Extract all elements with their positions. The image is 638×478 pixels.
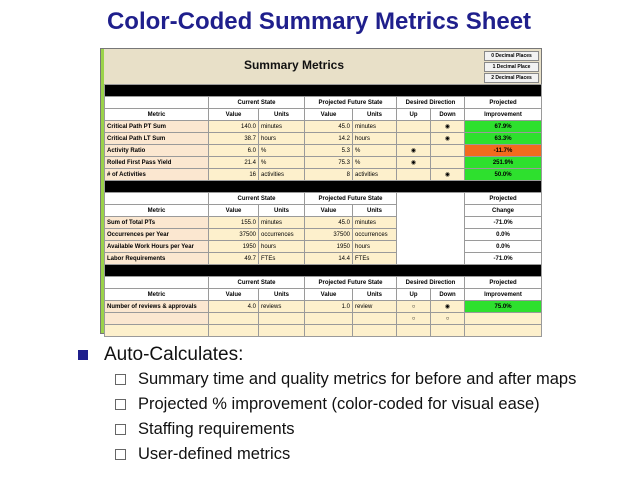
down-radio-button[interactable]: ◉ (431, 121, 465, 133)
down-radio-button[interactable]: ◉ (431, 133, 465, 145)
current-state-header: Current State (209, 277, 305, 289)
empty-cell[interactable] (431, 325, 465, 337)
improvement-cell (465, 313, 542, 325)
down-radio-button[interactable] (431, 157, 465, 169)
slide-title: Color-Coded Summary Metrics Sheet (106, 8, 532, 35)
current-value-header: Value (209, 289, 259, 301)
current-value-cell[interactable]: 16 (209, 169, 259, 181)
column-header-row (105, 109, 542, 121)
two-decimal-button[interactable]: 2 Decimal Places (484, 73, 539, 83)
sub-bullet-text: User-defined metrics (138, 445, 291, 463)
current-units-header: Units (259, 205, 305, 217)
future-value-header: Value (305, 109, 353, 121)
empty-cell[interactable] (353, 325, 397, 337)
hollow-square-bullet-icon (115, 374, 126, 385)
current-units-cell[interactable]: reviews (259, 301, 305, 313)
current-units-cell[interactable]: % (259, 157, 305, 169)
sub-bullet (115, 417, 618, 442)
current-value-header: Value (209, 109, 259, 121)
change-cell: -71.0% (465, 217, 542, 229)
down-header: Down (431, 289, 465, 301)
improvement-cell: 251.9% (465, 157, 542, 169)
future-units-header: Units (353, 289, 397, 301)
desired-direction-header: Desired Direction (397, 97, 465, 109)
metric-name-cell: Labor Requirements (105, 253, 209, 265)
metric-header-spacer (105, 193, 209, 205)
down-header: Down (431, 109, 465, 121)
up-radio-button[interactable]: ○ (397, 313, 431, 325)
down-radio-button[interactable]: ○ (431, 313, 465, 325)
change-cell: -71.0% (465, 253, 542, 265)
up-radio-button[interactable]: ◉ (397, 145, 431, 157)
sub-bullet-text: Staffing requirements (138, 420, 295, 438)
future-value-header: Value (305, 289, 353, 301)
current-units-cell[interactable]: occurrences (259, 229, 305, 241)
one-decimal-button[interactable]: 1 Decimal Place (484, 62, 539, 72)
metric-name-cell: Available Work Hours per Year (105, 241, 209, 253)
bullet-list (78, 343, 618, 467)
sheet-title: Summary Metrics (243, 58, 345, 72)
summary-metrics-sheet (100, 48, 542, 334)
table-row (105, 157, 542, 169)
improvement-cell: 63.3% (465, 133, 542, 145)
improvement-cell: -11.7% (465, 145, 542, 157)
current-value-cell[interactable]: 6.0 (209, 145, 259, 157)
empty-cell[interactable] (465, 325, 542, 337)
metric-name-cell: Occurrences per Year (105, 229, 209, 241)
column-group-header-row (105, 193, 542, 205)
table-row (105, 241, 542, 253)
future-units-cell[interactable]: review (353, 301, 397, 313)
future-units-cell[interactable]: % (353, 145, 397, 157)
future-state-header: Projected Future State (305, 97, 397, 109)
current-value-cell[interactable] (209, 313, 259, 325)
future-value-cell[interactable]: 45.0 (305, 121, 353, 133)
table-row (105, 121, 542, 133)
current-units-cell[interactable]: FTEs (259, 253, 305, 265)
up-header: Up (397, 289, 431, 301)
metric-name-cell: Number of reviews & approvals (105, 301, 209, 313)
future-value-cell[interactable]: 1.0 (305, 301, 353, 313)
main-bullet-text: Auto-Calculates: (104, 344, 244, 365)
future-units-cell[interactable]: occurrences (353, 229, 397, 241)
current-units-cell[interactable]: minutes (259, 121, 305, 133)
up-radio-button[interactable] (397, 169, 431, 181)
current-value-cell[interactable]: 155.0 (209, 217, 259, 229)
change-cell: 0.0% (465, 229, 542, 241)
main-bullet (78, 343, 618, 367)
metric-header: Metric (105, 205, 209, 217)
empty-cell[interactable] (209, 325, 259, 337)
sub-bullet (115, 392, 618, 417)
current-units-cell[interactable]: hours (259, 133, 305, 145)
metric-name-cell: Activity Ratio (105, 145, 209, 157)
metric-header-spacer (105, 97, 209, 109)
future-value-cell[interactable]: 14.2 (305, 133, 353, 145)
future-value-cell[interactable]: 1950 (305, 241, 353, 253)
metrics-table-body (105, 85, 542, 337)
user-defined-section-band-label: User-defined Performance Metrics (105, 265, 542, 277)
down-radio-button[interactable]: ◉ (431, 169, 465, 181)
metric-name-cell: Critical Path PT Sum (105, 121, 209, 133)
current-units-cell[interactable]: activities (259, 169, 305, 181)
current-value-header: Value (209, 205, 259, 217)
metric-name-cell: Critical Path LT Sum (105, 133, 209, 145)
user-defined-section-band (105, 265, 542, 277)
future-units-header: Units (353, 205, 397, 217)
future-units-cell[interactable]: FTEs (353, 253, 397, 265)
future-units-header: Units (353, 109, 397, 121)
projected-header: Projected (465, 97, 542, 109)
hollow-square-bullet-icon (115, 424, 126, 435)
hollow-square-bullet-icon (115, 449, 126, 460)
future-units-cell[interactable]: % (353, 157, 397, 169)
hollow-square-bullet-icon (115, 399, 126, 410)
metrics-table (104, 84, 542, 337)
metric-name-cell: # of Activities (105, 169, 209, 181)
current-value-cell[interactable]: 4.0 (209, 301, 259, 313)
current-value-cell[interactable]: 49.7 (209, 253, 259, 265)
future-value-cell[interactable]: 8 (305, 169, 353, 181)
current-units-cell[interactable]: hours (259, 241, 305, 253)
table-row (105, 169, 542, 181)
future-units-cell[interactable]: minutes (353, 121, 397, 133)
table-row (105, 313, 542, 325)
desired-direction-header: Desired Direction (397, 277, 465, 289)
future-value-cell[interactable]: 75.3 (305, 157, 353, 169)
empty-cell[interactable] (397, 325, 431, 337)
improvement-cell: 67.9% (465, 121, 542, 133)
up-radio-button[interactable]: ◉ (397, 157, 431, 169)
direction-blank-cell (397, 193, 465, 265)
column-header-row (105, 205, 542, 217)
change-header: Change (465, 205, 542, 217)
current-value-cell[interactable]: 1950 (209, 241, 259, 253)
improvement-header: Improvement (465, 289, 542, 301)
down-radio-button[interactable]: ◉ (431, 301, 465, 313)
future-state-header: Projected Future State (305, 277, 397, 289)
table-row (105, 145, 542, 157)
zero-decimal-button[interactable]: 0 Decimal Places (484, 51, 539, 61)
future-units-cell[interactable]: activities (353, 169, 397, 181)
square-bullet-icon (78, 350, 88, 360)
future-value-cell[interactable]: 45.0 (305, 217, 353, 229)
sub-bullet (115, 367, 618, 392)
current-value-cell[interactable]: 140.0 (209, 121, 259, 133)
future-value-header: Value (305, 205, 353, 217)
current-units-cell[interactable]: minutes (259, 217, 305, 229)
column-group-header-row (105, 277, 542, 289)
current-units-header: Units (259, 109, 305, 121)
table-row (105, 325, 542, 337)
future-units-cell[interactable]: hours (353, 241, 397, 253)
future-units-cell[interactable] (353, 313, 397, 325)
table-row (105, 229, 542, 241)
down-radio-button[interactable] (431, 145, 465, 157)
up-header: Up (397, 109, 431, 121)
current-value-cell[interactable]: 37500 (209, 229, 259, 241)
empty-cell[interactable] (259, 325, 305, 337)
metric-name-cell (105, 313, 209, 325)
predefined-section-band-label: Predefined Performance Metrics (105, 85, 542, 97)
future-units-cell[interactable]: hours (353, 133, 397, 145)
column-header-row (105, 289, 542, 301)
metric-name-cell: Rolled First Pass Yield (105, 157, 209, 169)
current-units-cell[interactable] (259, 313, 305, 325)
predefined-section-band (105, 85, 542, 97)
up-radio-button[interactable]: ○ (397, 301, 431, 313)
improvement-header: Improvement (465, 109, 542, 121)
column-group-header-row (105, 97, 542, 109)
metric-header-spacer (105, 277, 209, 289)
empty-cell[interactable] (105, 325, 209, 337)
future-value-cell[interactable] (305, 313, 353, 325)
table-row (105, 217, 542, 229)
change-cell: 0.0% (465, 241, 542, 253)
metric-header: Metric (105, 289, 209, 301)
current-state-header: Current State (209, 193, 305, 205)
future-value-cell[interactable]: 37500 (305, 229, 353, 241)
current-value-cell[interactable]: 38.7 (209, 133, 259, 145)
up-radio-button[interactable] (397, 121, 431, 133)
metric-header: Metric (105, 109, 209, 121)
sub-bullet-text: Summary time and quality metrics for before and after maps (138, 370, 577, 388)
projected-header: Projected (465, 193, 542, 205)
sheet-header (104, 49, 541, 84)
table-row (105, 133, 542, 145)
empty-cell[interactable] (305, 325, 353, 337)
future-value-cell[interactable]: 5.3 (305, 145, 353, 157)
current-state-header: Current State (209, 97, 305, 109)
capacity-section-band (105, 181, 542, 193)
future-state-header: Projected Future State (305, 193, 397, 205)
improvement-cell: 75.0% (465, 301, 542, 313)
current-units-cell[interactable]: % (259, 145, 305, 157)
future-value-cell[interactable]: 14.4 (305, 253, 353, 265)
projected-header: Projected (465, 277, 542, 289)
up-radio-button[interactable] (397, 133, 431, 145)
current-units-header: Units (259, 289, 305, 301)
improvement-cell: 50.0% (465, 169, 542, 181)
metric-name-cell: Sum of Total PTs (105, 217, 209, 229)
capacity-section-band-label: Capacity Calculations (105, 181, 542, 193)
table-row (105, 253, 542, 265)
sub-bullet-text: Projected % improvement (color-coded for visual ease) (138, 395, 540, 413)
sub-bullet (115, 442, 618, 467)
current-value-cell[interactable]: 21.4 (209, 157, 259, 169)
table-row (105, 301, 542, 313)
future-units-cell[interactable]: minutes (353, 217, 397, 229)
